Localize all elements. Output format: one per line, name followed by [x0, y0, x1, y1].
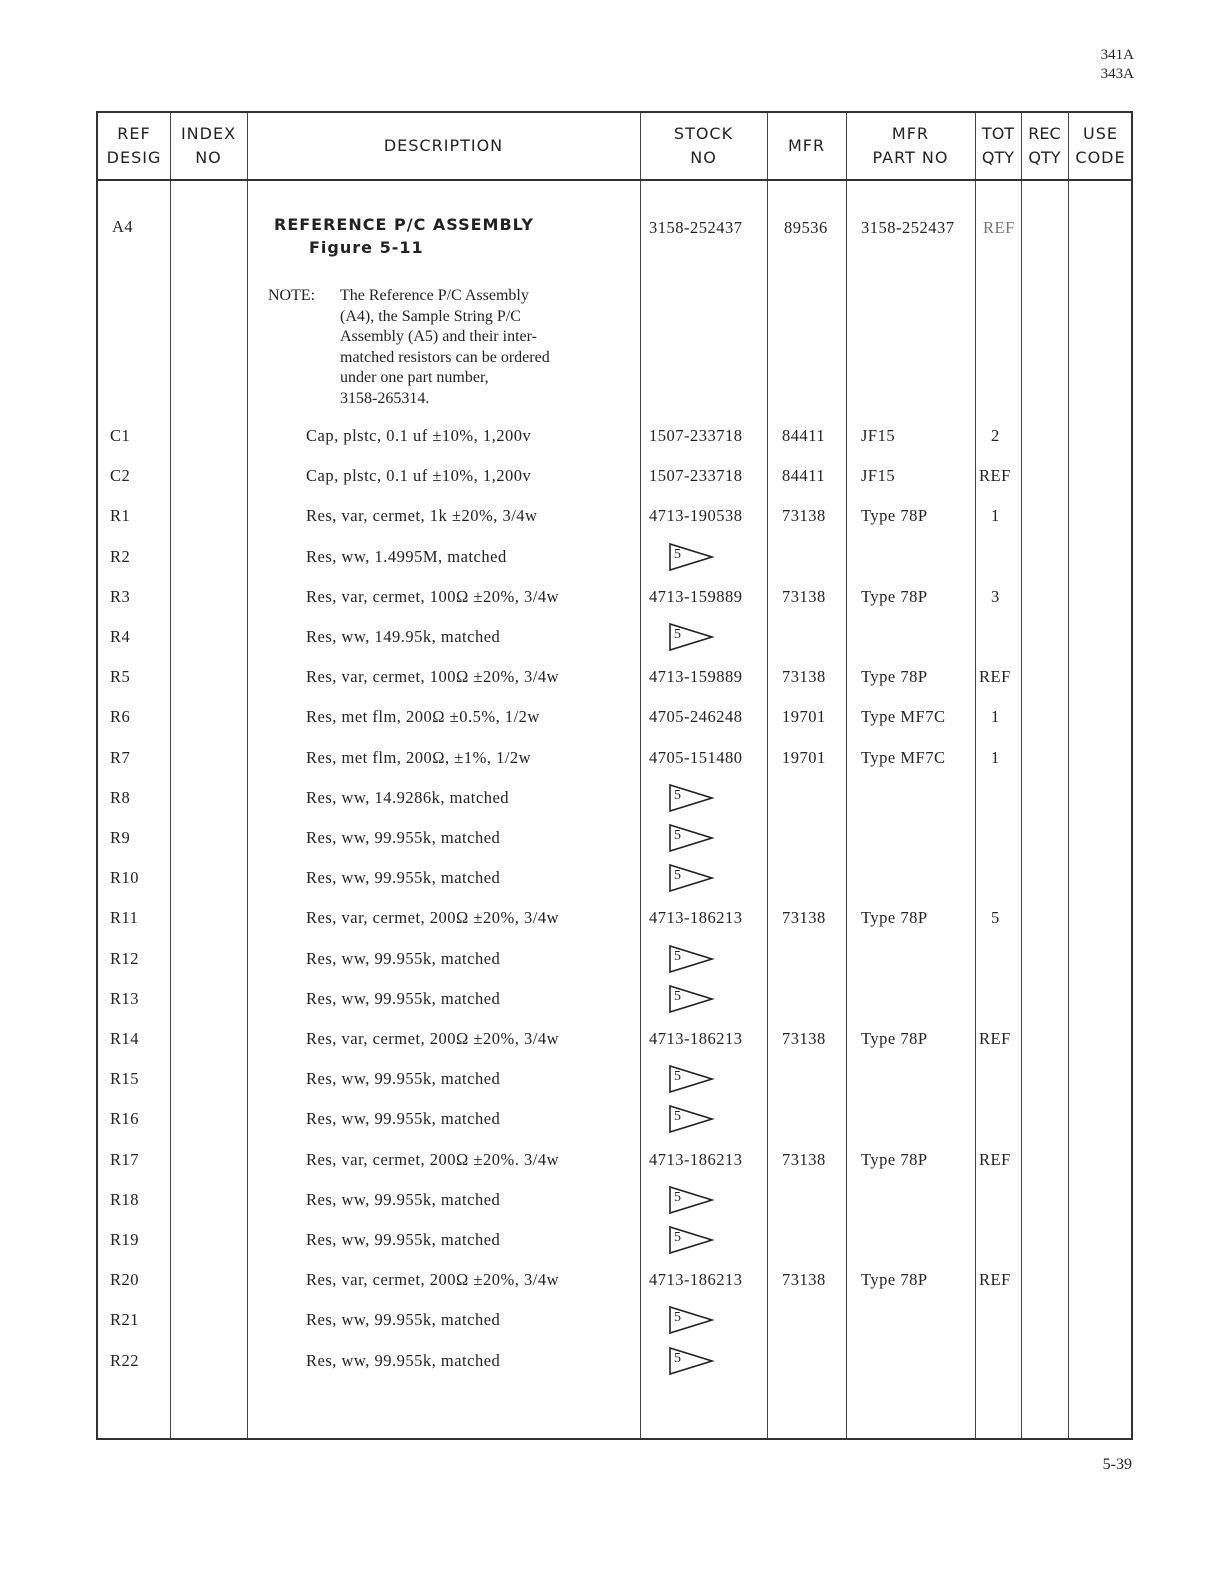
column-divider	[975, 113, 976, 1438]
stock-no: 4713-186213	[649, 1270, 743, 1290]
description: Res, ww, 99.955k, matched	[306, 1189, 501, 1209]
ref-desig: R21	[110, 1310, 140, 1330]
description: Res, ww, 14.9286k, matched	[306, 787, 510, 807]
header-text: MFR	[891, 124, 930, 143]
marker-number: 5	[674, 1069, 681, 1085]
description: Res, met flm, 200Ω, ±1%, 1/2w	[306, 747, 532, 767]
description: Cap, plstc, 0.1 uf ±10%, 1,200v	[306, 466, 532, 486]
stock-no: 4705-151480	[649, 747, 743, 767]
tot-qty: REF	[979, 466, 1011, 486]
header-text: REF	[117, 124, 151, 143]
tot-qty: REF	[979, 1029, 1011, 1048]
ref-desig: R2	[110, 546, 131, 566]
marker-number: 5	[674, 787, 681, 803]
note-line: under one part number,	[340, 369, 489, 386]
parts-table	[96, 111, 1133, 1440]
marker-number: 5	[674, 1310, 681, 1326]
ref-desig: R7	[110, 747, 131, 767]
ref-desig: R16	[110, 1109, 140, 1129]
description: Res, ww, 99.955k, matched	[306, 988, 501, 1008]
assembly-title: REFERENCE P/C ASSEMBLY	[274, 215, 534, 234]
mfr-part-no: JF15	[861, 426, 896, 445]
mfr-part-no: Type 78P	[861, 667, 928, 687]
description: Res, ww, 99.955k, matched	[306, 1310, 501, 1330]
ref-desig: R6	[110, 707, 131, 727]
header-text: STOCK	[673, 124, 734, 143]
description: Res, var, cermet, 1k ±20%, 3/4w	[306, 506, 538, 526]
mfr: 84411	[782, 426, 826, 445]
header-stock-no	[640, 113, 767, 179]
tot-qty: 2	[991, 426, 1000, 445]
header-text: NO	[195, 148, 222, 167]
note-line: (A4), the Sample String P/C	[340, 307, 521, 325]
mfr: 73138	[782, 1149, 826, 1169]
ref-desig: R17	[110, 1149, 140, 1169]
column-divider	[640, 113, 641, 1438]
see-note-marker-icon	[668, 1304, 716, 1341]
header-text: CODE	[1075, 148, 1126, 167]
mfr-part-no: Type 78P	[861, 1149, 928, 1169]
ref-desig: R20	[110, 1270, 140, 1290]
header-rec-qty	[1021, 113, 1068, 179]
header-mfr-part-no	[846, 113, 975, 179]
description: Res, ww, 99.955k, matched	[306, 1109, 501, 1129]
marker-number: 5	[674, 948, 681, 964]
tot-qty: 5	[991, 908, 1000, 928]
column-divider	[767, 113, 768, 1438]
column-divider	[1068, 113, 1069, 1438]
header-mfr: MFR	[787, 136, 826, 155]
header-text: QTY	[1028, 148, 1061, 167]
ref-desig: R9	[110, 828, 131, 847]
note-line: The Reference P/C Assembly	[340, 287, 529, 304]
stock-no: 4705-246248	[649, 707, 743, 727]
marker-number: 5	[674, 1350, 681, 1366]
header-text: TOT	[981, 124, 1015, 143]
ref-desig: R3	[110, 586, 131, 606]
mfr: 73138	[782, 586, 826, 606]
description: Res, var, cermet, 100Ω ±20%, 3/4w	[306, 667, 559, 687]
marker-number: 5	[674, 988, 681, 1004]
ref-desig: A4	[112, 217, 134, 236]
column-divider	[846, 113, 847, 1438]
header-use-code	[1068, 113, 1133, 179]
see-note-marker-icon	[668, 621, 716, 658]
see-note-marker-icon	[668, 1063, 716, 1100]
see-note-marker-icon	[668, 983, 716, 1020]
header-text: NO	[690, 148, 717, 167]
stock-no: 1507-233718	[649, 466, 743, 486]
ref-desig: R10	[110, 868, 140, 888]
mfr: 89536	[784, 218, 828, 237]
ref-desig: R19	[110, 1230, 140, 1249]
stock-no: 4713-186213	[649, 1029, 743, 1048]
marker-number: 5	[674, 1189, 681, 1205]
description: Cap, plstc, 0.1 uf ±10%, 1,200v	[306, 426, 532, 445]
header-text: PART NO	[872, 148, 949, 167]
tot-qty: 3	[991, 586, 1000, 606]
mfr: 73138	[782, 506, 826, 526]
see-note-marker-icon	[668, 1184, 716, 1221]
mfr: 73138	[782, 1270, 826, 1290]
description: Res, var, cermet, 200Ω ±20%. 3/4w	[306, 1149, 559, 1169]
model-number: 341A	[1100, 47, 1134, 63]
stock-no: 1507-233718	[649, 426, 743, 445]
marker-number: 5	[674, 1230, 681, 1245]
stock-no: 4713-159889	[649, 667, 743, 687]
header-ref-desig	[98, 113, 170, 179]
mfr-part-no: Type 78P	[861, 908, 928, 928]
header-text: DESIG	[106, 148, 162, 167]
marker-number: 5	[674, 868, 681, 884]
mfr: 19701	[782, 707, 826, 727]
marker-number: 5	[674, 1109, 681, 1125]
tot-qty: 1	[991, 747, 1000, 767]
tot-qty: REF	[979, 667, 1011, 687]
mfr-part-no: Type 78P	[861, 506, 928, 526]
description: Res, ww, 99.955k, matched	[306, 1069, 501, 1089]
ref-desig: R11	[110, 908, 139, 928]
description: Res, var, cermet, 200Ω ±20%, 3/4w	[306, 1270, 559, 1290]
header-description: DESCRIPTION	[383, 136, 504, 155]
description: Res, ww, 99.955k, matched	[306, 1350, 501, 1370]
ref-desig: R4	[110, 627, 131, 646]
model-number: 343A	[1100, 66, 1134, 82]
description: Res, ww, 1.4995M, matched	[306, 546, 507, 566]
marker-number: 5	[674, 627, 681, 642]
see-note-marker-icon	[668, 822, 716, 859]
header-tot-qty	[975, 113, 1021, 179]
marker-number: 5	[674, 828, 681, 843]
tot-qty: 1	[991, 707, 1000, 727]
tot-qty: 1	[991, 506, 1000, 526]
ref-desig: C1	[110, 426, 131, 445]
header-text: INDEX	[180, 124, 237, 143]
see-note-marker-icon	[668, 541, 716, 578]
ref-desig: R18	[110, 1189, 140, 1209]
note-text	[340, 286, 550, 409]
note-label: NOTE:	[268, 287, 316, 304]
tot-qty: REF	[979, 1270, 1011, 1290]
tot-qty: REF	[979, 1149, 1011, 1169]
stock-no: 4713-159889	[649, 586, 743, 606]
page-number: 5-39	[1102, 1456, 1132, 1473]
mfr: 19701	[782, 747, 826, 767]
mfr-part-no: Type MF7C	[861, 707, 946, 727]
stock-no: 4713-190538	[649, 506, 743, 526]
stock-no: 4713-186213	[649, 1149, 743, 1169]
stock-no: 4713-186213	[649, 908, 743, 928]
stock-no: 3158-252437	[649, 218, 743, 237]
see-note-marker-icon	[668, 1345, 716, 1382]
description: Res, var, cermet, 200Ω ±20%, 3/4w	[306, 1029, 559, 1048]
mfr-part-no: Type 78P	[861, 1029, 928, 1048]
mfr-part-no: 3158-252437	[861, 218, 955, 237]
mfr: 73138	[782, 667, 826, 687]
description: Res, ww, 99.955k, matched	[306, 1230, 501, 1249]
description: Res, met flm, 200Ω ±0.5%, 1/2w	[306, 707, 540, 727]
note-line: 3158-265314.	[340, 389, 430, 407]
mfr: 84411	[782, 466, 826, 486]
marker-number: 5	[674, 546, 681, 562]
ref-desig: R12	[110, 948, 140, 968]
see-note-marker-icon	[668, 1103, 716, 1140]
note-line: matched resistors can be ordered	[340, 348, 550, 366]
header-index-no	[170, 113, 247, 179]
mfr-part-no: JF15	[861, 466, 896, 486]
description: Res, ww, 99.955k, matched	[306, 868, 501, 888]
tot-qty: REF	[983, 218, 1015, 237]
ref-desig: R8	[110, 787, 131, 807]
see-note-marker-icon	[668, 782, 716, 819]
ref-desig: R22	[110, 1350, 140, 1370]
see-note-marker-icon	[668, 1224, 716, 1261]
ref-desig: R15	[110, 1069, 140, 1089]
ref-desig: R1	[110, 506, 131, 526]
mfr-part-no: Type 78P	[861, 1270, 928, 1290]
description: Res, ww, 99.955k, matched	[306, 828, 501, 847]
header-text: REC	[1028, 124, 1061, 143]
mfr: 73138	[782, 1029, 826, 1048]
header-text: QTY	[981, 148, 1015, 167]
figure-reference: Figure 5-11	[309, 238, 424, 257]
column-divider	[247, 113, 248, 1438]
see-note-marker-icon	[668, 943, 716, 980]
mfr: 73138	[782, 908, 826, 928]
header-divider	[98, 179, 1131, 181]
column-divider	[170, 113, 171, 1438]
see-note-marker-icon	[668, 862, 716, 899]
column-divider	[1021, 113, 1022, 1438]
ref-desig: C2	[110, 466, 131, 486]
ref-desig: R13	[110, 988, 140, 1008]
description: Res, ww, 149.95k, matched	[306, 627, 501, 646]
ref-desig: R14	[110, 1029, 140, 1048]
header-text: USE	[1083, 124, 1118, 143]
description: Res, ww, 99.955k, matched	[306, 948, 501, 968]
description: Res, var, cermet, 100Ω ±20%, 3/4w	[306, 586, 559, 606]
mfr-part-no: Type MF7C	[861, 747, 946, 767]
description: Res, var, cermet, 200Ω ±20%, 3/4w	[306, 908, 559, 928]
mfr-part-no: Type 78P	[861, 586, 928, 606]
ref-desig: R5	[110, 667, 131, 687]
note-line: Assembly (A5) and their inter-	[340, 328, 537, 345]
